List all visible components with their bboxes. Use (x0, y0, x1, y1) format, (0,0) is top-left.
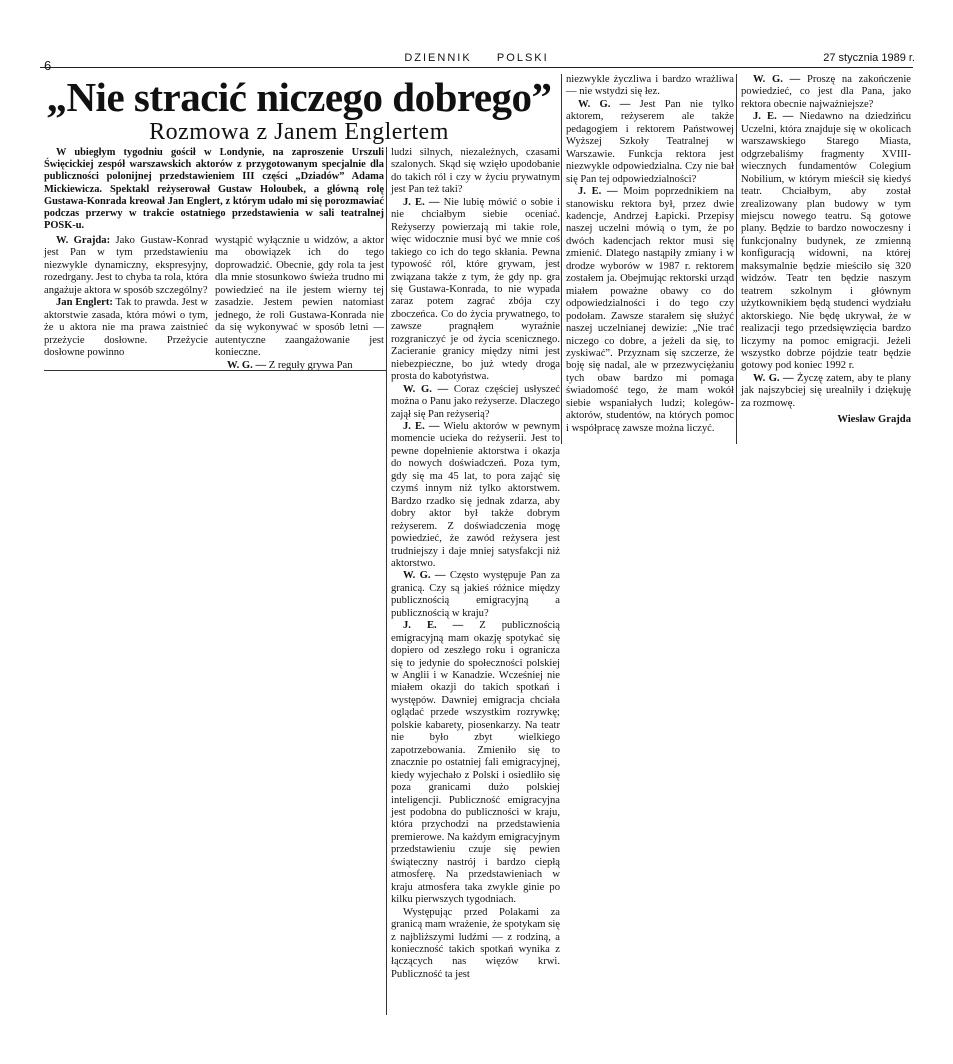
speaker-label: J. E. — (403, 196, 440, 208)
speaker-label: J. E. — (578, 186, 618, 198)
paragraph (566, 99, 734, 186)
paragraph-text: Życzę zatem, aby te plany jak najszybciej się urealniły i dziękuję za rozmowę. (741, 372, 911, 409)
lead-paragraph: W ubiegłym tygodniu gościł w Londynie, na zaproszenie Urszuli Święcickiej zespół warszawskich aktorów z przygotowanym specjalnie dla publiczności polonijnej przedstawieniem III części „Dziadów” Adama Mickiewicza. Spektakl reżyserował Gustaw Holoubek, a główną rolę Gustawa-Konrada kreował Jan Englert, z którym udało mi się porozmawiać podczas przerwy w trakcie ostatniego przedstawienia w sali teatralnej POSK-u. (44, 147, 384, 232)
paragraph-text: Jako Gustaw-Konrad jest Pan w tym przedstawieniu niezwykle dynamiczny, ekspresyjny, rozedrgany. Jest to chyba ta rola, która angażuje aktora w sposób szczególny? (44, 235, 208, 296)
newspaper-title: DZIENNIK POLSKI (404, 52, 549, 64)
speaker-label: W. G. — (227, 359, 267, 371)
paragraph (741, 74, 911, 111)
paragraph-text: Często występuje Pan za granicą. Czy są jakieś różnice między publicznością emigracyjną a publicznością w kraju? (391, 570, 560, 619)
paragraph (391, 421, 560, 570)
paragraph-text: Tak to prawda. Jest w aktorstwie zasada, która mówi o tym, że u aktora nie ma prawa zaistnieć przeżycie dosłowne. Przeżycie dosłowne powinno (44, 297, 209, 359)
speaker-label: W. G. — (753, 74, 801, 85)
paragraph (44, 297, 208, 359)
subheadline: Rozmowa z Janem Englertem (149, 119, 449, 145)
speaker-label: W. G. — (403, 570, 446, 582)
issue-date: 27 stycznia 1989 r. (823, 52, 915, 64)
page-number: 6 (44, 58, 52, 73)
speaker-label: W. Grajda: (56, 235, 111, 246)
paragraph-text: Z publicznością emigracyjną mam okazję spotykać się dopiero od zeszłego roku i ogranicza się to jedynie do społeczności polskiej w Anglii i w Kanadzie. Wcześniej nie miałem okazji do takich spotkań i występów. Dawniej emigracja chciała oglądać przede wszystkim rozrywkę; polskie kabarety, piosenkarzy. Na teatr nie było zbyt wielkiego zapotrzebowania. Zmieniło się to znacznie po ostatniej fali emigracyjnej, kiedy wyjechało z Polski i osiedliło się poza granicami dużo polskiej inteligencji. Publiczność emigracyjna jest podobna do publiczności w kraju, która przychodzi na przedstawienia premierowe. Na każdym emigracyjnym przedstawieniu czuje się pewien świąteczny nastrój i bardzo ciepłą atmosferę. Na przedstawieniach w kraju atmosfera taka zwykle ginie po kilku pierwszych tygodniach. (391, 620, 560, 906)
speaker-label: J. E. — (403, 420, 440, 432)
paragraph (391, 907, 560, 982)
author-signature: Wiesław Grajda (837, 414, 911, 426)
paragraph-text: Nie lubię mówić o sobie i nie chciałbym siebie oceniać. Reżyserzy powierzają mi takie role, więc widocznie musi być we mnie coś takiego co ich do tego skłania. Pewna typowość ról, które grywam, jest związana także z tym, że gdy np. gra się Gustawa-Konrada, to nie wypada zaraz potem zagrać zbója czy zboczeńca. Co do życia prywatnego, to zawsze pragnąłem wyraźnie rozgraniczyć je od życia scenicznego. Zacieranie granicy między nimi jest niebezpieczne, bo już wtedy droga prosta do kabotyństwa. (391, 196, 560, 383)
column-2 (215, 235, 384, 372)
paragraph-text: Występując przed Polakami za granicą mam wrażenie, że spotykam się z najbliższymi ludźmi — z rodziną, a konieczność takich spotkań wynika z łączących nas więzów krwi. Publiczność ta jest (391, 906, 560, 980)
paragraph-text: Moim poprzednikiem na stanowisku rektora był, przez dwie kadencje, Andrzej Łapicki. Przepisy naszej uczelni mówią o tym, że po dwóch kadencjach rektor musi się zmienić. Dlatego nastąpiły zmiany i w drodze wyborów w 1987 r. rektorem zostałem ja. Obejmując rektorski urząd miałem poważne obawy co do odpowiedzialności i do tego czy podołam. Zawsze starałem się służyć naszej uczelnianej dewizie: „Nie trać niczego co dobre, a jeżeli da się, to zyskiwać”. Przyznam się szczerze, że boję się nadal, ale w przezwyciężaniu tych obaw bardzo mi pomaga świadomość tego, że mam wokół siebie wspaniałych ludzi; kolegów-aktorów, studentów, na których pomoc i współpracę zawsze można liczyć. (566, 186, 734, 434)
speaker-label: W. G. — (403, 383, 449, 395)
column-4 (566, 74, 734, 435)
column-3 (391, 147, 560, 981)
speaker-label: W. G. — (753, 372, 794, 384)
paragraph (44, 235, 208, 297)
column-divider-horizontal (44, 370, 386, 371)
paragraph-text: Jest Pan nie tylko aktorem, reżyserem ale także pedagogiem i rektorem Państwowej Wyższej Szkoły Teatralnej w Warszawie. Funkcja rektora jest niezwykle odpowiedzialna. Czy nie bał się Pan tej odpowiedzialności? (566, 98, 734, 185)
paragraph (215, 235, 384, 360)
paragraph (391, 570, 560, 620)
paragraph (566, 74, 734, 99)
paragraph-text: Coraz częściej usłyszeć można o Panu jako reżyserze. Dlaczego zajął się Pan reżyserią? (391, 383, 560, 420)
paragraph (741, 373, 911, 410)
paragraph (391, 147, 560, 197)
speaker-label: J. E. — (753, 111, 794, 123)
column-divider-vertical (386, 147, 387, 1015)
paragraph (391, 197, 560, 384)
paragraph (391, 620, 560, 906)
paragraph-text: Niedawno na dziedzińcu Uczelni, która znajduje się w okolicach warszawskiego Starego Miasta, odgrzebaliśmy fragmenty XVIII-wiecznych fundamentów Colegium Nobilium, w którym mieścił się kiedyś teatr. Chciałbym, aby został zrealizowany plan budowy w tym miejscu nowego teatru. Są gotowe plany. Będzie to bardzo nowoczesny i funkcjonalny budynek, ze zmienną konfiguracją widowni, na której maksymalnie będzie mieściło się 320 widzów. Teatr ten będzie naszym teatrem szkolnym i głównym użytkownikiem będą studenci wydziału aktorskiego. Nie będę ukrywał, że w realizacji tego przedsięwzięcia bardzo liczymy na pomoc emigracji. Jeżeli wszystko dobrze pójdzie teatr będzie gotowy pod koniec 1992 r. (741, 111, 911, 372)
column-divider-vertical (561, 74, 562, 444)
paragraph-text: Proszę na zakończenie powiedzieć, co jest dla Pana, jako rektora obecnie najważniejsze? (741, 74, 911, 110)
paragraph-text: niezwykle życzliwa i bardzo wrażliwa — nie wstydzi się łez. (566, 74, 734, 98)
column-1 (44, 235, 208, 360)
paragraph-text: wystąpić wyłącznie u widzów, a aktor ma obowiązek ich do tego doprowadzić. Obecnie, gdy rola ta jest dla mnie stosunkowo świeża trudno mi powiedzieć na ile jestem wierny tej zasadzie. Jestem pewien natomiast jednego, że roli Gustawa-Konrada nie da się wykonywać w sposób letni — autentyczne zaangażowanie jest konieczne. (215, 235, 384, 359)
speaker-label: Jan Englert: (56, 297, 113, 309)
column-5 (741, 74, 911, 427)
speaker-label: J. E. — (403, 620, 464, 632)
column-divider-vertical (736, 74, 737, 444)
paragraph-text: ludzi silnych, niezależnych, czasami szalonych. Skąd się wzięło upodobanie do takich ról i czy w życiu prywatnym jest Pan też taki? (391, 147, 560, 196)
speaker-label: W. G. — (578, 98, 631, 110)
paragraph (741, 111, 911, 373)
paragraph-text: Wielu aktorów w pewnym momencie ucieka do reżyserii. Jest to pewne dopełnienie aktorstwa i okazja do nowych doświadczeń. Poza tym, gdy się ma 45 lat, to pora zająć się czymś innym niż tylko aktorstwem. Bardzo rzadko się jednak zdarza, aby dobry aktor był także dobrym reżyserem. Z doświadczenia mogę powiedzieć, że zawód reżysera jest trudniejszy i daje mniej satysfakcji niż aktorstwo. (391, 420, 560, 569)
headline: „Nie stracić niczego dobrego” (46, 74, 552, 120)
paragraph (391, 384, 560, 421)
paragraph (566, 186, 734, 435)
header-rule (40, 67, 913, 68)
paragraph-text: Z reguły grywa Pan (266, 359, 353, 371)
